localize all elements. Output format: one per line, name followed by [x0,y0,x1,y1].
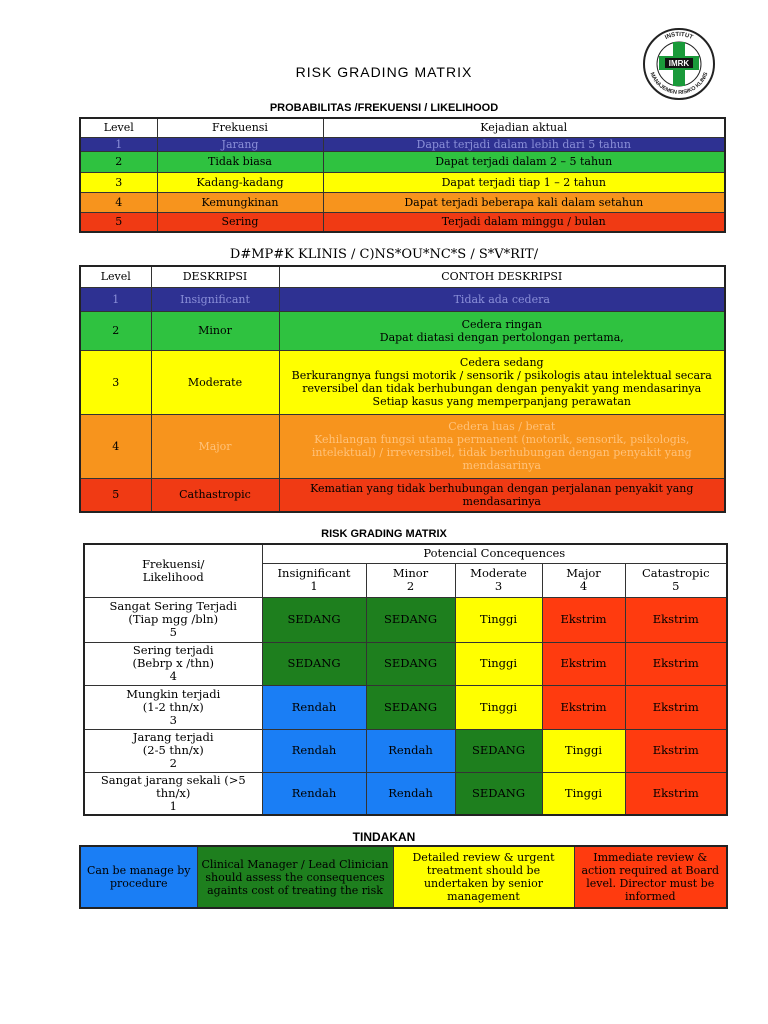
matrix-row-label: Sangat Sering Terjadi (Tiap mgg /bln) 5 [84,597,262,642]
matrix-cell: SEDANG [366,642,455,685]
matrix-row-label: Sering terjadi (Bebrp x /thn) 4 [84,642,262,685]
matrix-cell: SEDANG [262,642,366,685]
matrix-row [84,597,727,642]
risk-matrix-table [83,543,728,816]
matrix-cell: Ekstrim [625,685,727,729]
matrix-row [84,772,727,815]
col-deskripsi: DESKRIPSI [151,266,279,287]
matrix-cell: SEDANG [262,597,366,642]
matrix-cell: Rendah [262,685,366,729]
matrix-heading: RISK GRADING MATRIX [321,528,447,540]
actions-heading: TINDAKAN [352,830,416,844]
matrix-row-label: Jarang terjadi (2-5 thn/x) 2 [84,729,262,772]
matrix-corner: Frekuensi/ Likelihood [84,544,262,597]
action-senior-management: Detailed review & urgent treatment should be undertaken by senior management [393,846,574,908]
svg-text:MANAJEMEN RISIKO KLINIS: MANAJEMEN RISIKO KLINIS [648,71,710,97]
matrix-cell: Ekstrim [542,642,625,685]
svg-text:INSTITUT: INSTITUT [664,31,694,41]
matrix-cell: Tinggi [542,729,625,772]
consequence-table [79,265,726,513]
consequence-row: 4 Major Cedera luas / berat Kehilangan fungsi utama permanent (motorik, sensorik, psikologis, intelektual) / irreversibel, tidak berhubungan dengan penyakit yang mendasarinya [80,414,725,478]
col-frekuensi: Frekuensi [157,118,323,137]
likelihood-table [79,117,726,233]
matrix-cell: Ekstrim [625,729,727,772]
matrix-row [84,729,727,772]
action-board-level: Immediate review & action required at Board level. Director must be informed [574,846,727,908]
matrix-row-label: Mungkin terjadi (1-2 thn/x) 3 [84,685,262,729]
matrix-cell: Tinggi [455,597,542,642]
matrix-cell: Tinggi [455,642,542,685]
page-title: RISK GRADING MATRIX [295,64,473,80]
matrix-row [84,642,727,685]
likelihood-row: 1 Jarang Dapat terjadi dalam lebih dari 5 tahun [80,137,725,151]
matrix-cell: SEDANG [366,597,455,642]
matrix-cell: SEDANG [455,772,542,815]
matrix-cell: SEDANG [455,729,542,772]
svg-text:IMRK: IMRK [668,59,690,68]
matrix-group-header: Potencial Concequences [262,544,727,563]
matrix-cell: Ekstrim [625,642,727,685]
matrix-cell: Ekstrim [542,597,625,642]
matrix-cell: Rendah [262,729,366,772]
consequence-row: 3 Moderate Cedera sedang Berkurangnya fungsi motorik / sensorik / psikologis atau intelektual secara reversibel dan tidak berhubungan dengan penyakit yang mendasarinya Setiap kasus yang memperpanjang perawatan [80,350,725,414]
consequence-row: 5 Cathastropic Kematian yang tidak berhubungan dengan perjalanan penyakit yang mendasarinya [80,478,725,512]
col-level: Level [80,266,151,287]
matrix-cell: SEDANG [366,685,455,729]
likelihood-heading: PROBABILITAS /FREKUENSI / LIKELIHOOD [269,102,499,114]
matrix-cell: Ekstrim [542,685,625,729]
matrix-cell: Ekstrim [625,772,727,815]
matrix-row-label: Sangat jarang sekali (>5 thn/x) 1 [84,772,262,815]
matrix-row [84,685,727,729]
actions-table [79,845,728,909]
consequence-row: 1 Insignificant Tidak ada cedera [80,287,725,311]
matrix-column-headers: Insignificant 1 Minor 2 Moderate 3 Major 4 Catastropic 5 [84,563,727,597]
likelihood-row: 2 Tidak biasa Dapat terjadi dalam 2 – 5 tahun [80,151,725,172]
likelihood-row: 5 Sering Terjadi dalam minggu / bulan [80,212,725,232]
likelihood-row: 3 Kadang-kadang Dapat terjadi tiap 1 – 2 tahun [80,172,725,192]
matrix-cell: Ekstrim [625,597,727,642]
col-level: Level [80,118,157,137]
matrix-cell: Rendah [366,729,455,772]
action-clinical-manager: Clinical Manager / Lead Clinician should assess the consequences againts cost of treating the risk [197,846,393,908]
consequence-row: 2 Minor Cedera ringan Dapat diatasi dengan pertolongan pertama, [80,311,725,350]
matrix-cell: Rendah [262,772,366,815]
matrix-cell: Tinggi [455,685,542,729]
likelihood-row: 4 Kemungkinan Dapat terjadi beberapa kali dalam setahun [80,192,725,212]
action-procedure: Can be manage by procedure [80,846,197,908]
matrix-cell: Rendah [366,772,455,815]
col-kejadian: Kejadian aktual [323,118,725,137]
matrix-cell: Tinggi [542,772,625,815]
consequence-heading: D#MP#K KLINIS / C)NS*OU*NC*S / S*V*RIT/ [229,247,539,262]
col-contoh: CONTOH DESKRIPSI [279,266,725,287]
